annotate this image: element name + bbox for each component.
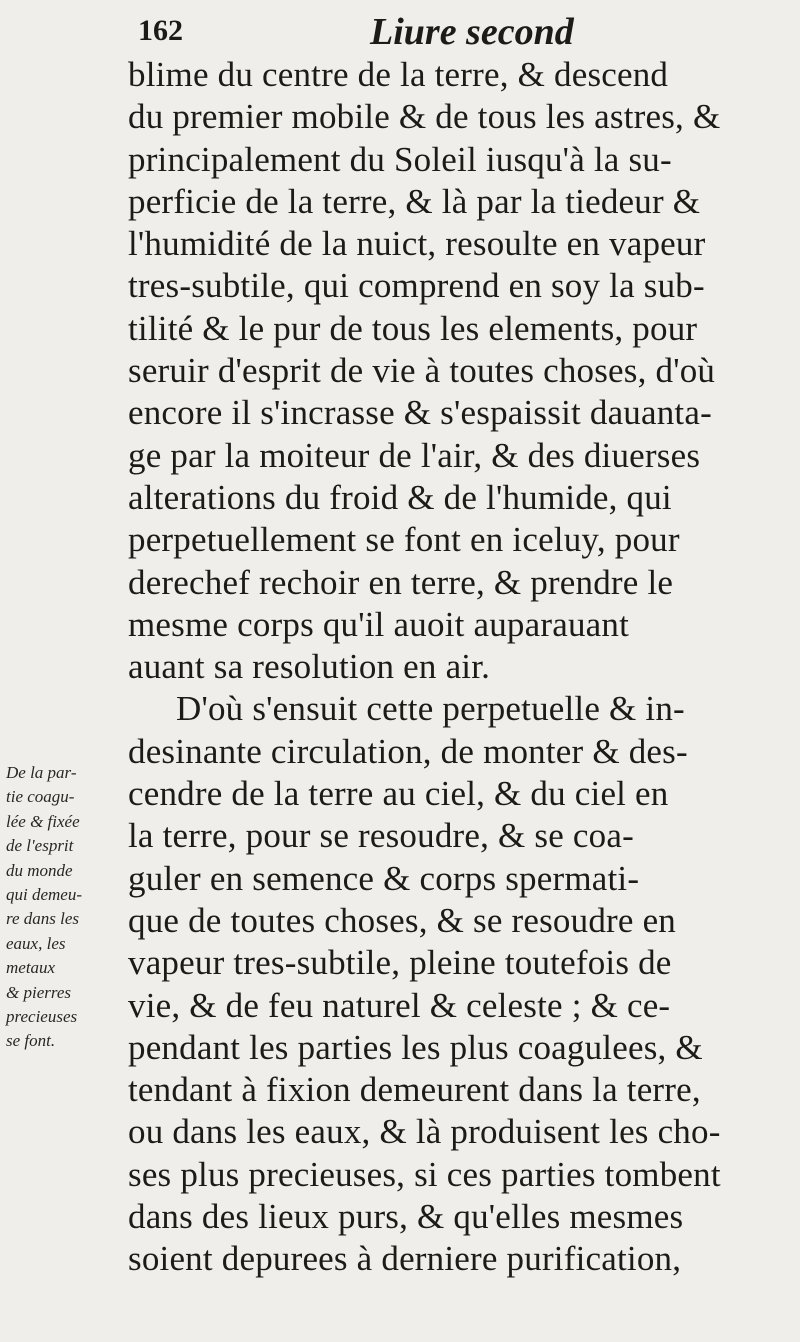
text-line: tres-subtile, qui comprend en soy la sub-	[128, 266, 705, 306]
text-line: perficie de la terre, & là par la tiedeur &	[128, 181, 701, 221]
text-line: tendant à fixion demeurent dans la terre,	[128, 1070, 701, 1110]
text-line: blime du centre de la terre, & descend	[128, 55, 669, 94]
marginal-note-line: & pierres	[6, 982, 72, 1002]
marginal-note-line: de l'esprit	[6, 836, 74, 856]
text-line: desinante circulation, de monter & des-	[128, 731, 688, 771]
marginal-note-line: du monde	[6, 860, 73, 880]
body-text	[128, 54, 788, 1281]
marginal-note	[6, 761, 130, 1054]
text-line: que de toutes choses, & se resoudre en	[128, 900, 676, 940]
marginal-note-line: De la par-	[6, 763, 77, 782]
text-line: D'où s'ensuit cette perpetuelle & in-	[176, 689, 685, 729]
text-line: ses plus precieuses, si ces parties tombent	[128, 1154, 721, 1194]
text-line: mesme corps qu'il auoit auparauant	[128, 604, 630, 644]
running-title: Liure second	[370, 11, 574, 53]
page-number: 162	[138, 14, 183, 47]
marginal-note-line: lée & fixée	[6, 811, 80, 831]
marginal-note-line: precieuses	[6, 1006, 78, 1026]
text-line: vie, & de feu naturel & celeste ; & ce-	[128, 985, 671, 1025]
marginal-note-line: re dans les	[6, 909, 80, 929]
text-line: cendre de la terre au ciel, & du ciel en	[128, 774, 669, 814]
marginal-note-line: metaux	[6, 958, 56, 978]
marginal-note-line: tie coagu-	[6, 787, 75, 807]
text-line: principalement du Soleil iusqu'à la su-	[128, 139, 672, 179]
text-line: seruir d'esprit de vie à toutes choses, d'où	[128, 351, 716, 391]
text-line: la terre, pour se resoudre, & se coa-	[128, 816, 634, 856]
text-line: derechef rechoir en terre, & prendre le	[128, 562, 674, 602]
marginal-note-line: eaux, les	[6, 933, 66, 953]
text-line: alterations du froid & de l'humide, qui	[128, 477, 672, 517]
text-line: tilité & le pur de tous les elements, pour	[128, 308, 698, 348]
marginal-note-line: qui demeu-	[6, 884, 83, 904]
marginal-note-line: se font.	[6, 1031, 56, 1051]
text-line: encore il s'incrasse & s'espaissit dauanta-	[128, 393, 712, 433]
text-line: perpetuellement se font en iceluy, pour	[128, 520, 680, 560]
text-line: du premier mobile & de tous les astres, &	[128, 97, 721, 137]
text-line: ou dans les eaux, & là produisent les cho-	[128, 1112, 721, 1152]
text-line: ge par la moiteur de l'air, & des diuerses	[128, 435, 701, 475]
text-line: auant sa resolution en air.	[128, 647, 491, 687]
text-line: vapeur tres-subtile, pleine toutefois de	[128, 943, 672, 983]
text-line: dans des lieux purs, & qu'elles mesmes	[128, 1197, 684, 1237]
text-line: guler en semence & corps spermati-	[128, 858, 640, 898]
text-line: pendant les parties les plus coagulees, &	[128, 1027, 703, 1067]
text-line: l'humidité de la nuict, resoulte en vapeur	[128, 224, 706, 264]
text-line: soient depurees à derniere purification,	[128, 1239, 682, 1279]
